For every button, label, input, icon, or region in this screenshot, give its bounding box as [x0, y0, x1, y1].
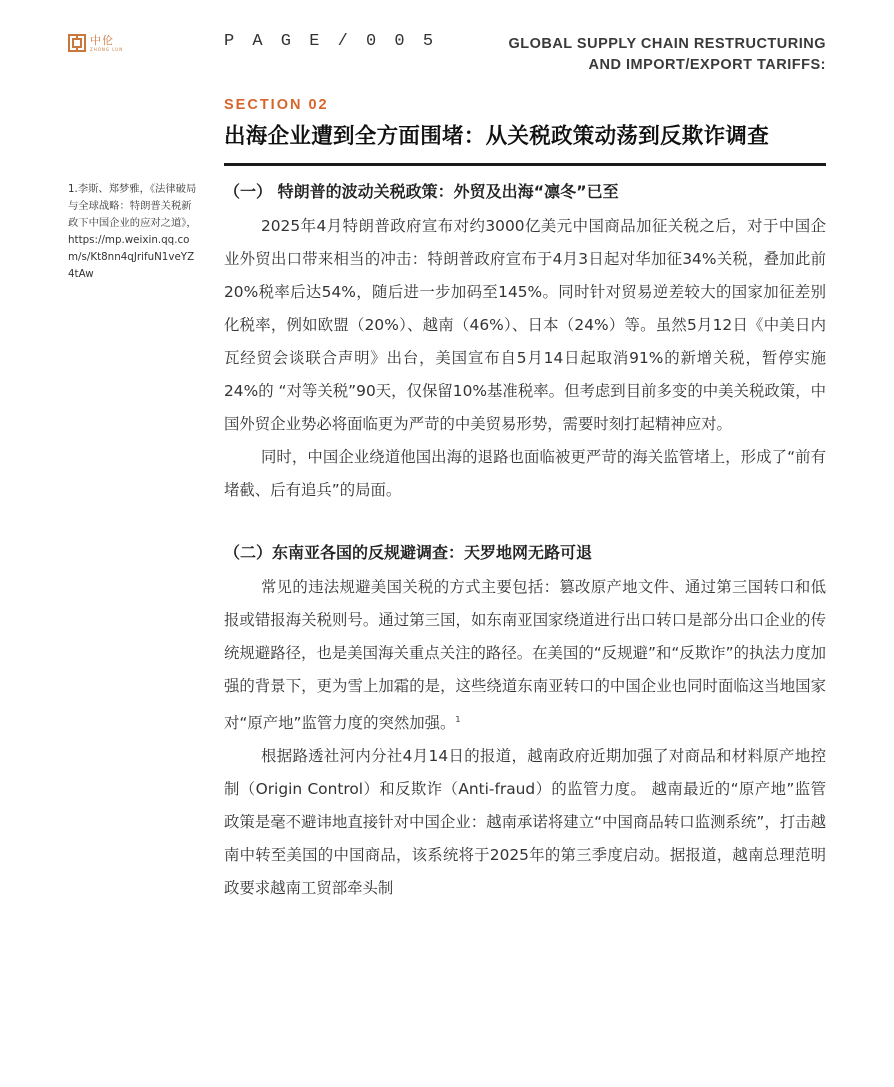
running-title-line-1: GLOBAL SUPPLY CHAIN RESTRUCTURING: [508, 36, 826, 52]
logo-text-en: ZHONG LUN: [90, 47, 124, 52]
footnote-reference[interactable]: 1: [455, 715, 461, 724]
paragraph: 根据路透社河内分社4月14日的报道，越南政府近期加强了对商品和材料原产地控制（Origin Control）和反欺诈（Anti-fraud）的监管力度。 越南最近的“原产地”监管政策是毫不避讳地直接针对中国企业：越南承诺将建立“中国商品转口监测系统”，打击越南中转至美国的中国商品，该系统将于2025年的第三季度启动。据报道，越南总理范明政要求越南工贸部牵头制: [224, 747, 826, 898]
section-divider: [224, 163, 826, 166]
running-title: [508, 34, 826, 76]
page-number: P A G E / 0 0 5: [224, 32, 438, 51]
subsection-2-heading: （二）东南亚各国的反规避调查：天罗地网无路可退: [224, 543, 593, 562]
running-title-line-2: AND IMPORT/EXPORT TARIFFS:: [588, 57, 826, 73]
section-label: SECTION 02: [224, 97, 329, 113]
logo-text-cn: 中伦: [90, 34, 114, 47]
footnote: 1.李斯、郑梦雅，《法律破局与全球战略：特朗普关税新政下中国企业的应对之道》，https://mp.weixin.qq.com/s/Kt8nn4qJrifuN1veYZ4tAw: [68, 183, 197, 280]
zhonglun-logo: [68, 34, 123, 53]
paragraph: 同时，中国企业绕道他国出海的退路也面临被更严苛的海关监管堵上，形成了“前有堵截、后有追兵”的局面。: [224, 448, 826, 499]
paragraph: [224, 571, 826, 740]
section-title: 出海企业遭到全方面围堵：从关税政策动荡到反欺诈调查: [224, 124, 770, 149]
paragraph-text: 常见的违法规避美国关税的方式主要包括：篡改原产地文件、通过第三国转口和低报或错报海关税则号。通过第三国，如东南亚国家绕道进行出口转口是部分出口企业的传统规避路径，也是美国海关重点关注的路径。在美国的“反规避”和“反欺诈”的执法力度加强的背景下，更为雪上加霜的是，这些绕道东南亚转口的中国企业也同时面临这当地国家对“原产地”监管力度的突然加强。: [224, 578, 826, 733]
subsection-1-heading: （一） 特朗普的波动关税政策：外贸及出海“凛冬”已至: [224, 182, 619, 201]
main-content: [224, 178, 826, 905]
paragraph: 2025年4月特朗普政府宣布对约3000亿美元中国商品加征关税之后，对于中国企业外贸出口带来相当的冲击：特朗普政府宣布于4月3日起对华加征34%关税，叠加此前20%税率后达54%，随后进一步加码至145%。同时针对贸易逆差较大的国家加征差别化税率，例如欧盟（20%）、越南（46%）、日本（24%）等。虽然5月12日《中美日内瓦经贸会谈联合声明》出台，美国宣布自5月14日起取消91%的新增关税，暂停实施24%的 “对等关税”90天，仅保留10%基准税率。但考虑到目前多变的中美关税政策，中国外贸企业势必将面临更为严苛的中美贸易形势，需要时刻打起精神应对。: [224, 217, 826, 433]
logo-mark-icon: [68, 34, 86, 52]
